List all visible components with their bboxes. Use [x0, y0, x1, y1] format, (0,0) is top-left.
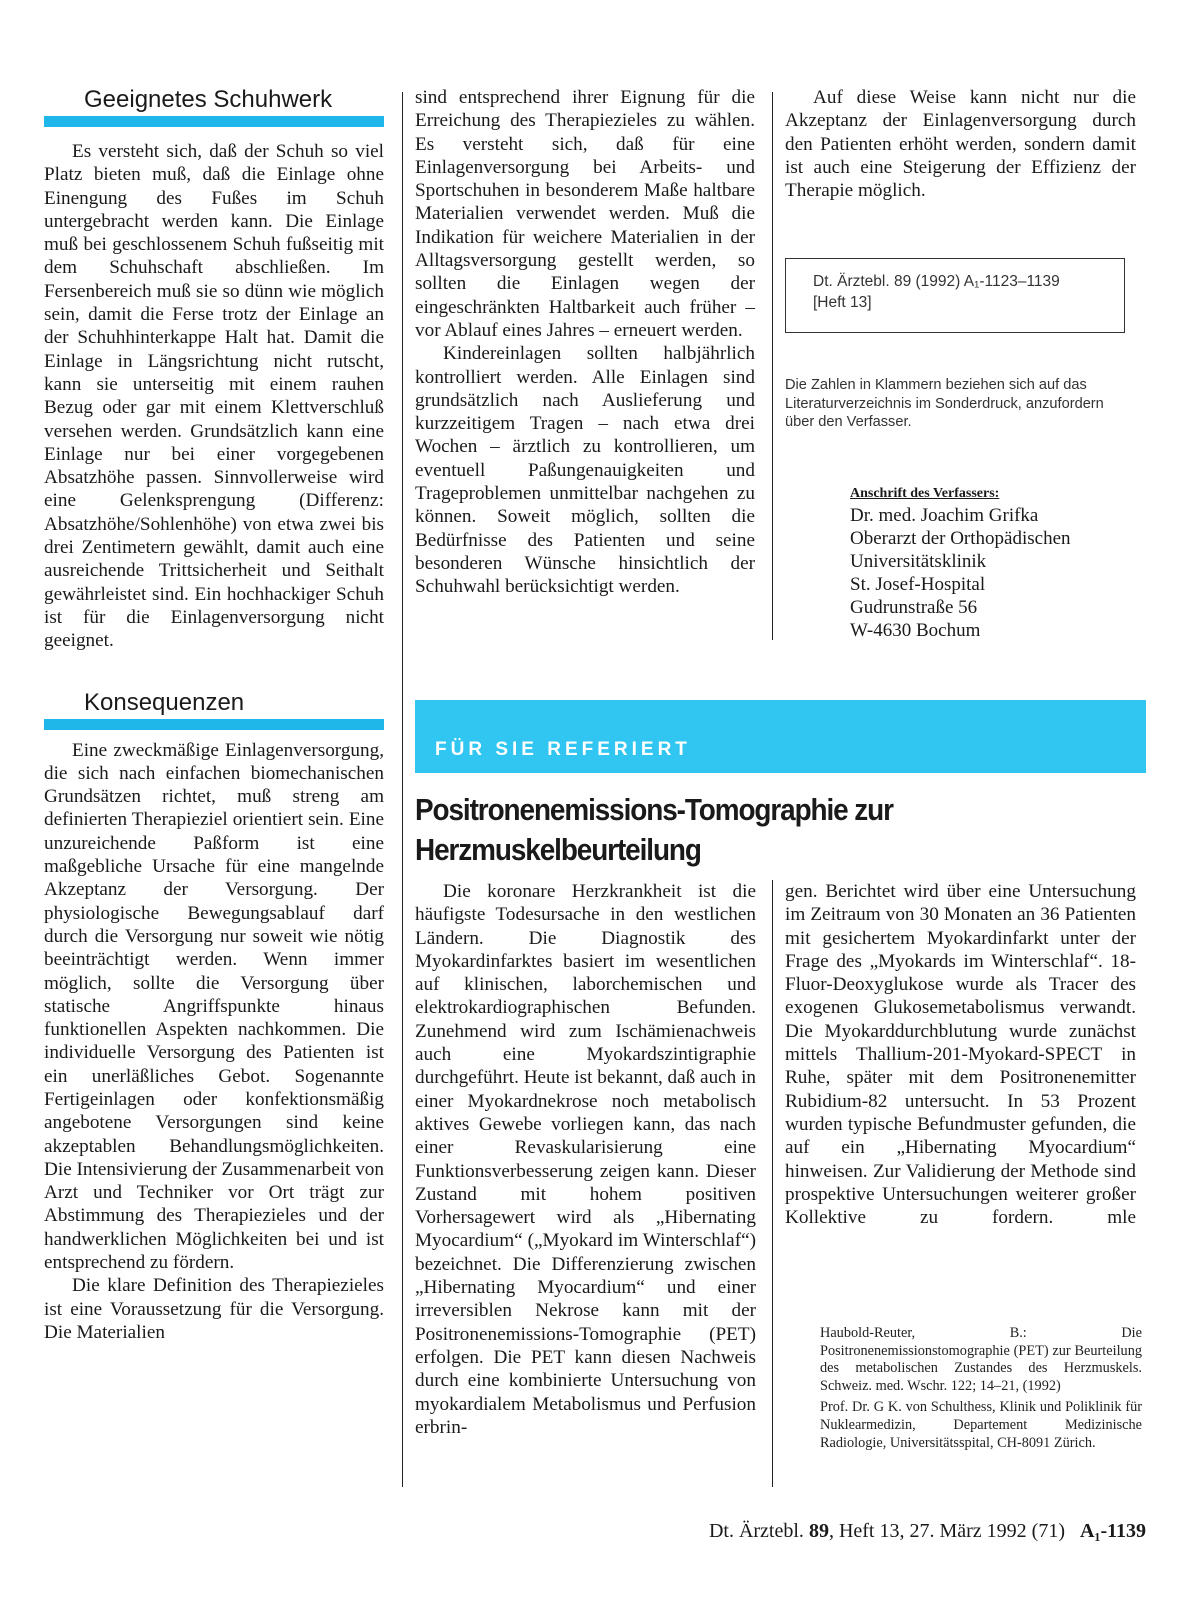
paragraph: [785, 880, 1136, 1229]
footer-volume: 89: [808, 1520, 829, 1542]
reference: Haubold-Reuter, B.: Die Positronenemissionstomographie (PET) zur Beurteilung des metabolischen Zustandes des Herzmuskels. Schweiz. med. Wschr. 122; 14–21, (1992): [820, 1325, 1142, 1394]
article-column-b: [785, 880, 1136, 1229]
column-3: [785, 86, 1136, 202]
paragraph: sind entsprechend ihrer Eignung für die Erreichung des Therapiezieles zu wählen. Es versteht sich, daß für eine Einlagenversorgung bei Arbeits- und Sportschuhen in besonderem Maße haltbare Materialien verwendet werden. Muß die Indikation für weichere Materialien in der Alltagsversorgung gestellt werden, so sollten die Einlagen wegen der eingeschränkten Haltbarkeit auch früher – vor Ablauf eines Jahres – erneuert werden.: [415, 87, 755, 341]
column-divider: [772, 880, 773, 1487]
heading-underline: [44, 719, 384, 730]
references: [820, 1325, 1142, 1456]
citation-box: [785, 258, 1125, 333]
paragraph: Es versteht sich, daß der Schuh so viel Platz bieten muß, daß die Einlage ohne Einengung des Fußes im Schuh untergebracht werden kann. Die Einlage muß bei geschlossenem Schuh fußseitig mit dem Schuhschaft abschließen. Im Fersenbereich muß sie so dünn wie möglich sein, damit die Ferse trotz der Einlage an der Schuhhinterkappe Halt hat. Damit die Einlage in Längsrichtung nicht rutscht, kann sie unterseitig mit einem rauhen Bezug oder gar mit einem Klettverschluß versehen werden. Grundsätzlich kann eine Einlage nur bei einer vorgegebenen Absatzhöhe passen. Sinnvollerweise wird eine Gelenksprengung (Differenz: Absatzhöhe/Sohlenhöhe) von etwa zwei bis drei Zentimetern gewählt, damit auch eine ausreichende Trittsicherheit und Seithalt gewährleistet sind. Ein hochhackiger Schuh ist für die Einlagenversorgung nicht geeignet.: [44, 141, 384, 652]
column-divider: [402, 92, 403, 1487]
banner-label: FÜR SIE REFERIERT: [435, 739, 691, 760]
article-title: [415, 790, 1073, 870]
citation-line: [Heft 13]: [813, 294, 872, 311]
address-line: Gudrunstraße 56: [850, 597, 978, 618]
author-signature: mle: [1107, 1207, 1136, 1229]
column-divider: [772, 92, 773, 640]
column-1: [44, 86, 384, 1344]
paragraph: Auf diese Weise kann nicht nur die Akzeptanz der Einlagenversorgung durch den Patienten erhöht werden, sondern damit ist auch eine Steigerung der Effizienz der Therapie möglich.: [785, 87, 1136, 202]
citation-line: Dt. Ärztebl. 89 (1992) A₁-1123–1139: [813, 273, 1060, 290]
title-line: Positronenemissions-Tomographie zur: [415, 792, 893, 827]
address-line: Universitätsklinik: [850, 551, 987, 572]
page-footer: [640, 1519, 1146, 1543]
heading-underline: [44, 116, 384, 127]
literature-note: Die Zahlen in Klammern beziehen sich auf das Literaturverzeichnis im Sonderdruck, anzufordern über den Verfasser.: [785, 377, 1104, 430]
heading-geeignetes-schuhwerk: Geeignetes Schuhwerk: [84, 86, 333, 113]
title-line: Herzmuskelbeurteilung: [415, 832, 701, 867]
address-line: St. Josef-Hospital: [850, 574, 986, 595]
paragraph-text: gen. Berichtet wird über eine Untersuchung im Zeitraum von 30 Monaten an 36 Patienten mit gesichertem Myokardinfarkt unter der Frage des „Myokards im Winterschlaf“. 18-Fluor-Deoxyglukose wurde als Tracer des exogenen Glukosemetabolismus verwandt. Die Myokarddurchblutung wurde zunächst mittels Thallium-201-Myokard-SPECT in Ruhe, später mit dem Positronenemitter Rubidium-82 untersucht. In 53 Prozent wurden typische Befundmuster gefunden, die auf ein „Hibernating Myocardium“ hinweisen. Zur Validierung der Methode sind prospektive Untersuchungen weiterer großer Kollektive zu fordern.: [785, 881, 1136, 1229]
heading-konsequenzen: Konsequenzen: [84, 688, 245, 716]
reference: Prof. Dr. G K. von Schulthess, Klinik und Poliklinik für Nuklearmedizin, Departement Medizinische Radiologie, Universitätsspital, CH-8091 Zürich.: [820, 1399, 1142, 1451]
address-line: Dr. med. Joachim Grifka: [850, 505, 1039, 526]
column-2: [415, 86, 755, 599]
paragraph: Die klare Definition des Therapiezieles ist eine Voraussetzung für die Versorgung. Die Materialien: [44, 1275, 384, 1343]
paragraph: Kindereinlagen sollten halbjährlich kontrolliert werden. Alle Einlagen sind grundsätzlich nach Auslieferung und kurzzeitigem Tragen – nach etwa drei Wochen – ärztlich zu kontrollieren, um eventuell Paßungenauigkeiten und Trageproblemen unmittelbar nachgehen zu können. Soweit möglich, sollten die Bedürfnisse des Patienten und seine besonderen Wünsche hinsichtlich der Schuhwahl berücksichtigt werden.: [415, 343, 755, 598]
article-column-a: [415, 880, 756, 1439]
footer-journal: Dt. Ärztebl.: [708, 1520, 804, 1542]
section-banner: [415, 700, 1146, 773]
paragraph: Die koronare Herzkrankheit ist die häufigste Todesursache in den westlichen Ländern. Die Diagnostik des Myokardinfarktes basiert im wesentlichen auf klinischen, laborchemischen und elektrokardiographischen Befunden. Zunehmend wird zum Ischämienachweis auch eine Myokardszintigraphie durchgeführt. Heute ist bekannt, daß auch in einer Myokardnekrose noch metabolisch aktives Gewebe vorliegen kann, das nach einer Revaskularisierung eine Funktionsverbesserung zeigen kann. Dieser Zustand mit hohem positiven Vorhersagewert wird als „Hibernating Myocardium“ („Myokard im Winterschlaf“) bezeichnet. Die Differenzierung zwischen „Hibernating Myocardium“ und einer irreversiblen Nekrose kann mit der Positronenemissions-Tomographie (PET) erfolgen. Die PET kann diesen Nachweis durch eine kombinierte Untersuchung von myokardialem Metabolismus und Perfusion erbrin-: [415, 881, 756, 1438]
paragraph: Eine zweckmäßige Einlagenversorgung, die sich nach einfachen biomechanischen Grundsätzen richtet, muß streng am definierten Therapieziel orientiert sein. Eine unzureichende Paßform ist eine maßgebliche Ursache für eine mangelnde Akzeptanz der Versorgung. Der physiologische Bewegungsablauf darf durch die Versorgung nur soweit wie nötig beeinträchtigt werden. Wenn immer möglich, sollte die Versorgung über statische Angriffspunkte hinaus funktionellen Aspekten nachkommen. Die individuelle Versorgung des Patienten ist ein unerläßliches Gebot. Sogenannte Fertigeinlagen oder konfektionsmäßig angebotene Versorgungen sind keine akzeptablen Behandlungsmöglichkeiten. Die Intensivierung der Zusammenarbeit von Arzt und Techniker vor Ort trägt zur Abstimmung des Therapiezieles und der handwerklichen Möglichkeiten bei und ist entsprechend zu fördern.: [44, 739, 384, 1274]
address-line: Oberarzt der Orthopädischen: [850, 528, 1071, 549]
address-line: W-4630 Bochum: [850, 620, 981, 641]
address-label: Anschrift des Verfassers:: [850, 486, 1000, 501]
footer-issue: , Heft 13, 27. März 1992 (71): [828, 1520, 1065, 1542]
author-address: [850, 484, 1146, 642]
footer-page-number: A₁-1139: [1080, 1520, 1146, 1542]
